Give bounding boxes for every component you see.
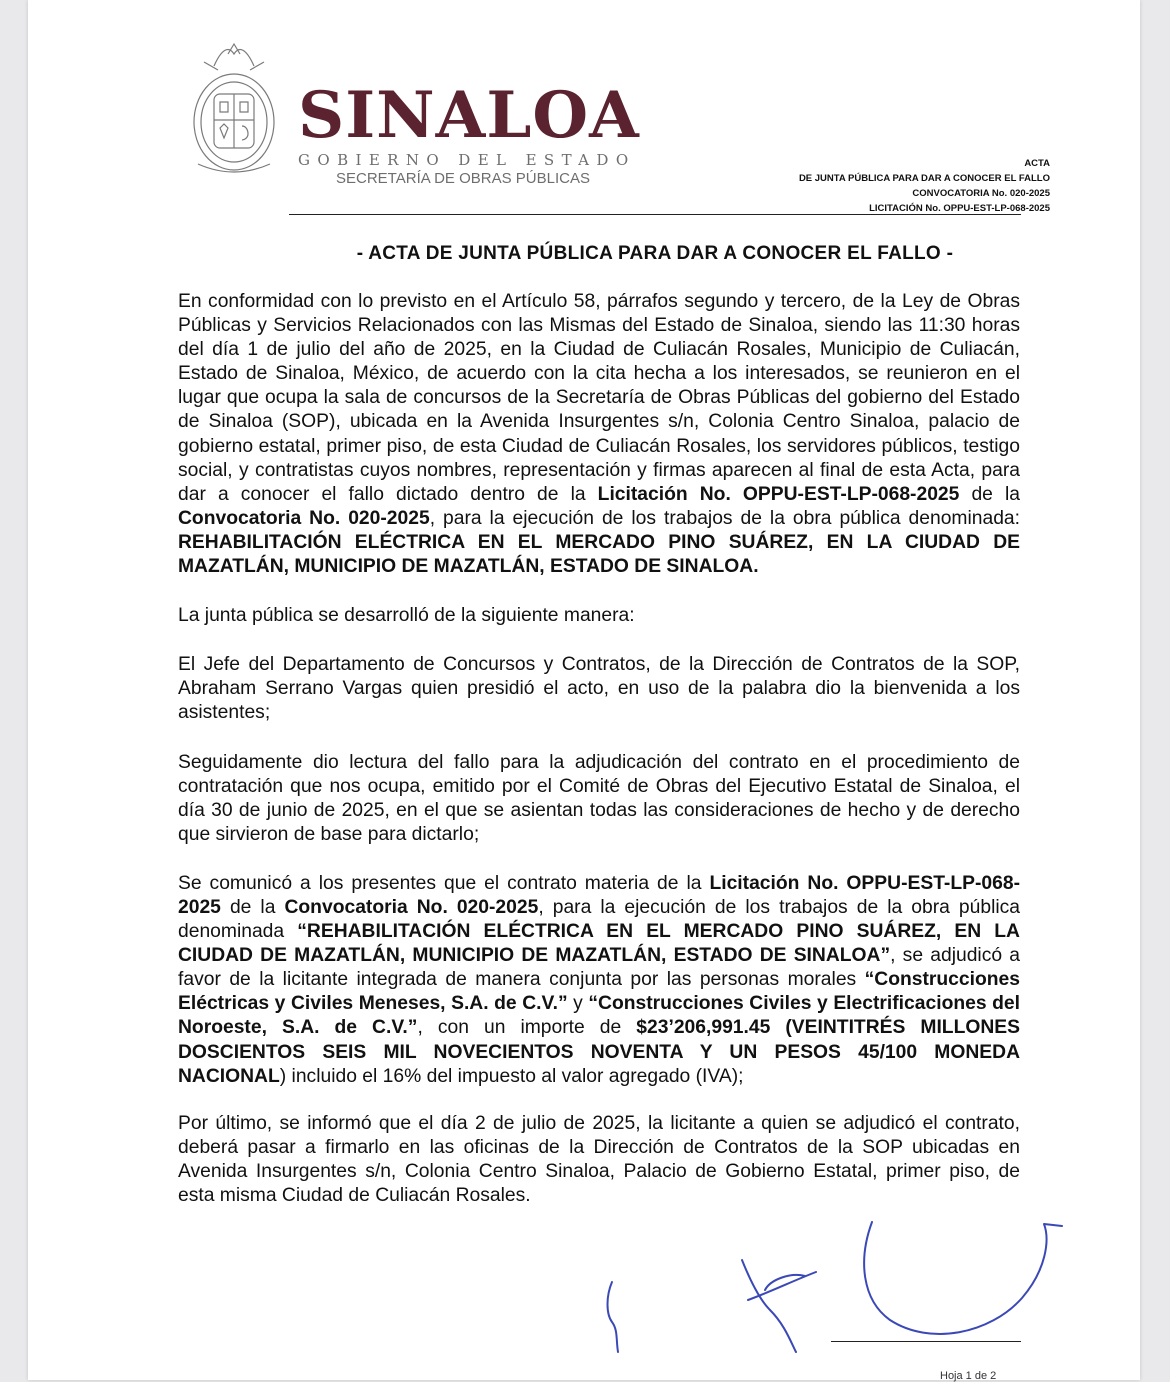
paragraph-ruling-read: Seguidamente dio lectura del fallo para la adjudicación del contrato en el procedimiento de contratación que nos ocupa, emitido por el Comité de Obras del Ejecutivo Estatal de Sinaloa, el día 30 de junio de 2025, en el que se asientan todas las consideraciones de hecho y de derecho que sirvieron de base para dictarlo; xyxy=(178,751,1020,845)
paragraph-proceedings: La junta pública se desarrolló de la siguiente manera: xyxy=(178,605,635,627)
government-label: GOBIERNO DEL ESTADO xyxy=(298,151,636,169)
state-seal-icon xyxy=(184,40,284,182)
ref-line-licitacion: LICITACIÓN No. OPPU-EST-LP-068-2025 xyxy=(869,203,1050,214)
paragraph-award: Se comunicó a los presentes que el contrato materia de la Licitación No. OPPU-EST-LP-068-2025 de la Convocatoria No. 020-2025, para la ejecución de los trabajos de la obra pública denominada “REHABILITACIÓN ELÉCTRICA EN EL MERCADO PINO SUÁREZ, EN LA CIUDAD DE MAZATLÁN, MUNICIPIO DE MAZATLÁN, ESTADO DE SINALOA”, se adjudicó a favor de la licitante integrada de manera conjunta por las personas morales “Construcciones Eléctricas y Civiles Meneses, S.A. de C.V.” y “Construcciones Civiles y Electrificaciones del Noroeste, S.A. de C.V.”, con un importe de $23’206,991.45 (VEINTITRÉS MILLONES DOSCIENTOS SEIS MIL NOVECIENTOS NOVENTA Y UN PESOS 45/100 MONEDA NACIONAL) incluido el 16% del impuesto al valor agregado (IVA); xyxy=(178,872,1021,1087)
ref-line-subject: DE JUNTA PÚBLICA PARA DAR A CONOCER EL FALLO xyxy=(798,173,1050,184)
secretariat-label: SECRETARÍA DE OBRAS PÚBLICAS xyxy=(336,170,590,187)
ref-line-acta: ACTA xyxy=(1024,158,1050,169)
header-divider xyxy=(289,214,1021,215)
state-name: SINALOA xyxy=(298,78,640,153)
document-title: - ACTA DE JUNTA PÚBLICA PARA DAR A CONOCER EL FALLO - xyxy=(356,243,954,264)
page-number: Hoja 1 de 2 xyxy=(940,1370,997,1382)
document-body xyxy=(178,290,1020,1233)
paragraph-welcome: El Jefe del Departamento de Concursos y Contratos, de la Dirección de Contratos de la SOP, Abraham Serrano Vargas quien presidió el acto, en uso de la palabra dio la bienvenida a los asistentes; xyxy=(178,654,1020,724)
signature-line xyxy=(831,1341,1021,1342)
letterhead xyxy=(298,78,640,187)
paragraph-signing: Por último, se informó que el día 2 de julio de 2025, la licitante a quien se adjudicó el contrato, deberá pasar a firmarlo en las oficinas de la Dirección de Contratos de la SOP ubicadas en Avenida Insurgentes s/n, Colonia Centro Sinaloa, Palacio de Gobierno Estatal, primer piso, de esta misma Ciudad de Culiacán Rosales. xyxy=(178,1112,1020,1206)
paragraph-intro: En conformidad con lo previsto en el Artículo 58, párrafos segundo y tercero, de la Ley de Obras Públicas y Servicios Relacionados con las Mismas del Estado de Sinaloa, siendo las 11:30 horas del día 1 de julio del año de 2025, en la Ciudad de Culiacán Rosales, Municipio de Culiacán, Estado de Sinaloa, México, de acuerdo con la cita hecha a los interesados, se reunieron en el lugar que ocupa la sala de concursos de la Secretaría de Obras Públicas del gobierno del Estado de Sinaloa (SOP), ubicada en la Avenida Insurgentes s/n, Colonia Centro Sinaloa, palacio de gobierno estatal, primer piso, de esta Ciudad de Culiacán Rosales, los servidores públicos, testigo social, y contratistas cuyos nombres, representación y firmas aparecen al final de esta Acta, para dar a conocer el fallo dictado dentro de la Licitación No. OPPU-EST-LP-068-2025 de la Convocatoria No. 020-2025, para la ejecución de los trabajos de la obra pública denominada: REHABILITACIÓN ELÉCTRICA EN EL MERCADO PINO SUÁREZ, EN LA CIUDAD DE MAZATLÁN, MUNICIPIO DE MAZATLÁN, ESTADO DE SINALOA. xyxy=(178,291,1021,578)
document-reference xyxy=(799,156,1050,216)
ref-line-convocatoria: CONVOCATORIA No. 020-2025 xyxy=(912,188,1050,199)
